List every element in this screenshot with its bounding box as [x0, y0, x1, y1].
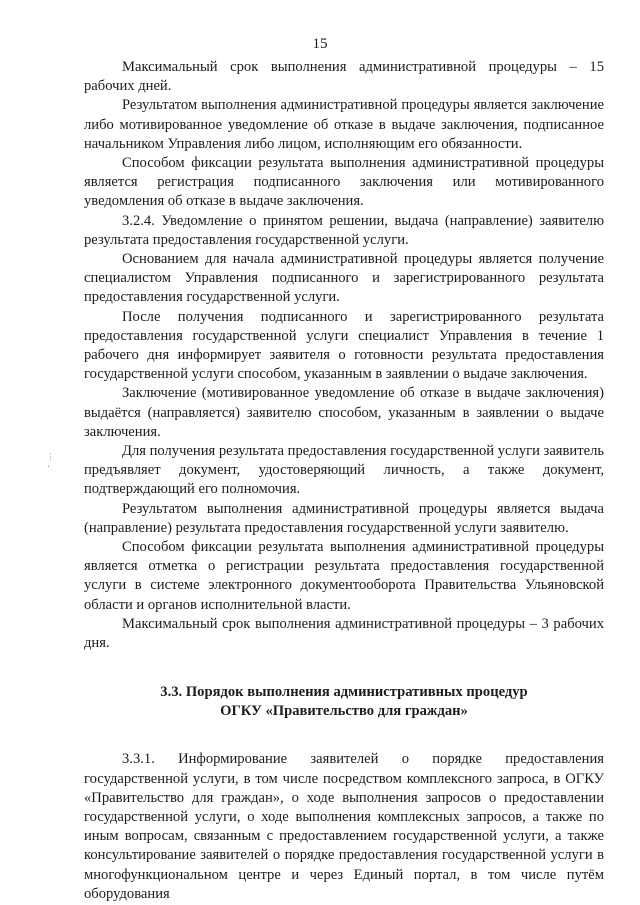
- page-number: 15: [312, 36, 328, 52]
- paragraph: Для получения результата предоставления государственной услуги заявитель предъявляет документ, удостоверяющий личность, а также документ, подтверждающий его полномочия.: [84, 443, 605, 498]
- paragraph: Максимальный срок выполнения административной процедуры – 15 рабочих дней.: [84, 59, 604, 95]
- paragraph: Способом фиксации результата выполнения административной процедуры является регистрация подписанного заключения или мотивированного уведомления об отказе в выдаче заключения.: [84, 155, 604, 210]
- paragraph: Максимальный срок выполнения административной процедуры – 3 рабочих дня.: [84, 615, 604, 652]
- section-heading: [84, 683, 604, 720]
- paragraph: Результатом выполнения административной процедуры является заключение либо мотивированное уведомление об отказе в выдаче заключения, подписанное начальником Управления либо лицом, исполняющим его обязанности.: [84, 97, 604, 152]
- document-body: [84, 58, 604, 904]
- paragraph: 3.2.4. Уведомление о принятом решении, выдача (направление) заявителю результата предоставления государственной услуги.: [84, 212, 604, 248]
- paragraph: После получения подписанного и зарегистрированного результата предоставления государственной услуги специалист Управления в течение 1 рабочего дня информирует заявителя о готовности результата предоставления государственной услуги способом, указанным в заявлении о выдаче заключения.: [84, 308, 604, 383]
- paragraph: 3.3.1. Информирование заявителей о порядке предоставления государственной услуги, в том числе посредством комплексного запроса, в ОГКУ «Правительство для граждан», о ходе выполнения запросов о предоставлении государственной услуги, о ходе выполнения комплексных запросов, а также по иным вопросам, связанным с предоставлением государственной услуги, а также консультирование заявителей о порядке предоставления государственной услуги в многофункциональном центре и через Единый портал, в том числе путём оборудования: [84, 751, 604, 902]
- section-heading-line: 3.3. Порядок выполнения административных процедур: [160, 684, 528, 701]
- section-heading-line: ОГКУ «Правительство для граждан»: [220, 702, 468, 719]
- paragraph: Результатом выполнения административной процедуры является выдача (направление) результата предоставления государственной услуги заявителю.: [84, 500, 604, 536]
- paragraph: Основанием для начала административной процедуры является получение специалистом Управления подписанного и зарегистрированного результата предоставления государственной услуги.: [84, 251, 604, 306]
- paragraph: Способом фиксации результата выполнения административной процедуры является отметка о регистрации результата предоставления государственной услуги в системе электронного документооборота Правительства Ульяновской области и органов исполнительной власти.: [84, 539, 604, 613]
- margin-note: - ...: [44, 452, 53, 468]
- paragraph: Заключение (мотивированное уведомление об отказе в выдаче заключения) выдаётся (направляется) заявителю способом, указанным в заявлении о выдаче заключения.: [84, 385, 604, 440]
